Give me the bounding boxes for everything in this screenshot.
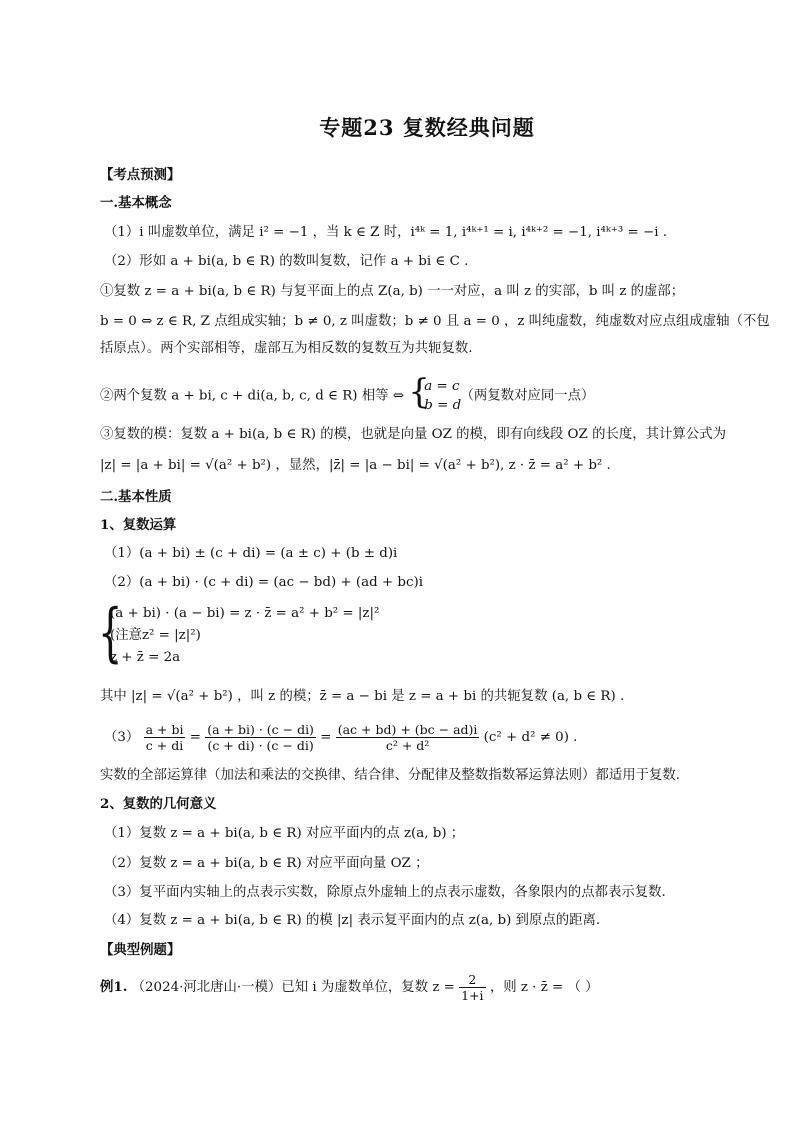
- division-fraction-2: [205, 722, 316, 753]
- op-line-modulus: 其中 |z| = √(a² + b²) ，叫 z 的模；z̄ = a − bi 是 z = a + bi 的共轭复数 (a, b ∈ R) .: [100, 689, 625, 704]
- fraction-numerator: (a + bi) · (c − di): [207, 722, 314, 737]
- page-title: 专题23 复数经典问题: [319, 115, 535, 140]
- geo-line-4: （4）复数 z = a + bi(a, b ∈ R) 的模 |z| 表示复平面内的点 z(a, b) 到原点的距离.: [104, 913, 601, 928]
- geo-line-3: （3）复平面内实轴上的点表示实数，除原点外虚轴上的点表示虚数，各象限内的点都表示复数.: [104, 885, 666, 900]
- division-fraction-3: [336, 722, 480, 753]
- fraction-denominator: 1+i: [461, 988, 484, 1003]
- concept-line-8: |z| = |a + bi| = √(a² + b²) ，显然，|z̄| = |a − bi| = √(a² + b²), z · z̄ = a² + b² .: [100, 458, 611, 473]
- division-fraction-1: [144, 722, 186, 753]
- division-condition: (c² + d² ≠ 0) .: [483, 730, 578, 745]
- concept-line-5: 括原点）。两个实部相等，虚部互为相反数的复数互为共轭复数.: [100, 341, 473, 356]
- geo-line-1: （1）复数 z = a + bi(a, b ∈ R) 对应平面内的点 z(a, b) ；: [104, 826, 465, 841]
- example-1: [100, 972, 599, 1003]
- op-system-line-3: z + z̄ = 2a: [110, 650, 181, 665]
- fraction-numerator: (ac + bd) + (bc − ad)i: [337, 722, 478, 737]
- concept-line-6: [100, 372, 595, 414]
- concept-line-2: （2）形如 a + bi(a, b ∈ R) 的数叫复数，记作 a + bi ∈ C .: [104, 254, 469, 269]
- op-system-line-2: (注意z² = |z|²): [110, 628, 201, 643]
- section-basic-concepts: 一.基本概念: [100, 195, 172, 211]
- section-kaodian: 【考点预测】: [100, 167, 181, 183]
- geo-line-2: （2）复数 z = a + bi(a, b ∈ R) 对应平面向量 OZ ；: [104, 856, 429, 871]
- concept-line-4: b = 0 ⇔ z ∈ R, Z 点组成实轴；b ≠ 0, z 叫虚数；b ≠ 0 且 a = 0 ，z 叫纯虚数，纯虚数对应点组成虚轴（不包: [100, 314, 770, 329]
- equal-note: （两复数对应同一点）: [460, 388, 595, 404]
- section-basic-properties: 二.基本性质: [100, 489, 172, 505]
- example-1-label: 例1.: [100, 979, 128, 995]
- op-line-laws: 实数的全部运算律（加法和乘法的交换律、结合律、分配律及整数指数幂运算法则）都适用于复数.: [100, 768, 681, 783]
- concept-line-3: ①复数 z = a + bi(a, b ∈ R) 与复平面上的点 Z(a, b) 一一对应，a 叫 z 的实部，b 叫 z 的虚部；: [100, 284, 685, 299]
- concept-line-7: ③复数的模：复数 a + bi(a, b ∈ R) 的模，也就是向量 OZ 的模，即有向线段 OZ 的长度，其计算公式为: [100, 427, 726, 442]
- section-geometry: 2、复数的几何意义: [100, 796, 217, 812]
- fraction-denominator: c² + d²: [385, 738, 430, 753]
- op-line-2: （2）(a + bi) · (c + di) = (ac − bd) + (ad + bc)i: [104, 575, 423, 590]
- concept-line-1: （1）i 叫虚数单位，满足 i² = −1 ，当 k ∈ Z 时，i⁴ᵏ = 1, i⁴ᵏ⁺¹ = i, i⁴ᵏ⁺² = −1, i⁴ᵏ⁺³ = −i .: [104, 225, 667, 240]
- equal-condition-text: ②两个复数 a + bi, c + di(a, b, c, d ∈ R) 相等 ⇔: [100, 388, 405, 404]
- equals-sign: =: [320, 730, 332, 745]
- equal-system: [408, 372, 462, 414]
- equals-sign: =: [189, 730, 201, 745]
- section-examples: 【典型例题】: [100, 942, 181, 958]
- system-eq-2: b = d: [424, 398, 462, 413]
- op-brace-icon: {: [98, 596, 123, 670]
- fraction-denominator: (c + di) · (c − di): [207, 738, 314, 753]
- fraction-numerator: 2: [459, 972, 485, 988]
- op-line-division: [104, 722, 577, 753]
- left-brace-icon: {: [408, 372, 430, 412]
- division-label: （3）: [104, 730, 140, 745]
- example-1-text: （2024·河北唐山·一模）已知 i 为虚数单位，复数 z =: [131, 980, 455, 995]
- fraction-numerator: a + bi: [145, 722, 184, 737]
- section-operations: 1、复数运算: [100, 517, 177, 533]
- op-line-1: （1）(a + bi) ± (c + di) = (a ± c) + (b ± d)i: [104, 546, 398, 561]
- system-eq-1: a = c: [424, 379, 460, 394]
- example-1-fraction: [459, 972, 485, 1003]
- op-system: [98, 596, 498, 671]
- fraction-denominator: c + di: [145, 738, 184, 753]
- op-system-line-1: (a + bi) · (a − bi) = z · z̄ = a² + b² = |z|²: [110, 606, 380, 621]
- example-1-question: ，则 z · z̄ = （ ）: [489, 980, 599, 995]
